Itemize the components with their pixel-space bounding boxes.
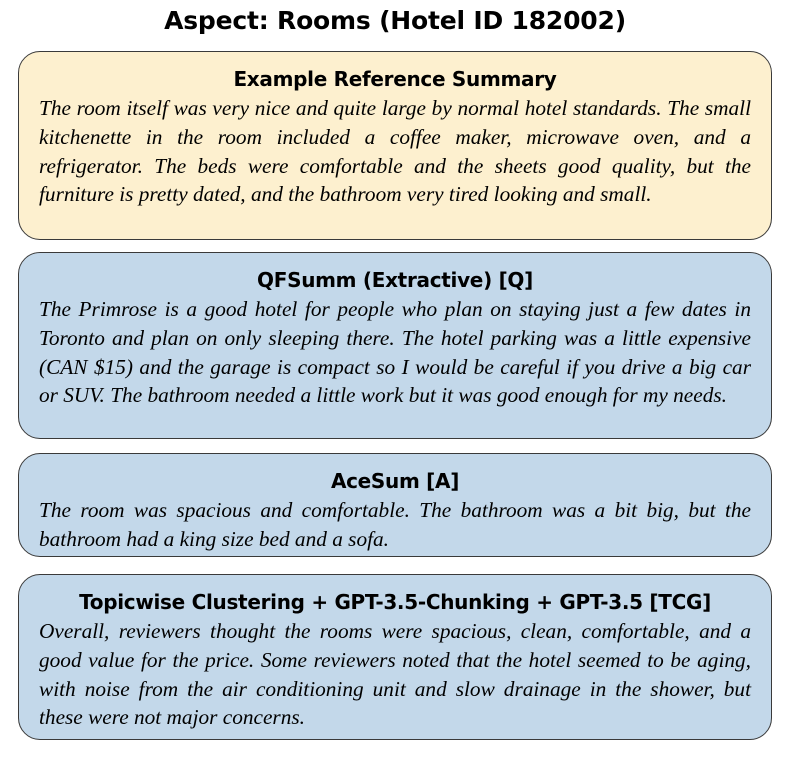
reference-summary-heading: Example Reference Summary [233,67,557,91]
page-title: Aspect: Rooms (Hotel ID 182002) [164,6,626,35]
tcg-summary-text: Overall, reviewers thought the rooms were spacious, clean, comfortable, and a good value for the price. Some reviewers noted that the hotel seemed to be aging, with noise from the air conditioning unit and slow drainage in the shower, but these were not major concerns. [39,619,751,730]
qfsumm-summary-box [18,252,772,439]
qfsumm-summary-heading: QFSumm (Extractive) [Q] [257,268,533,292]
acesum-summary-box [18,453,772,557]
acesum-summary-text: The room was spacious and comfortable. The bathroom was a bit big, but the bathroom had a king size bed and a sofa. [39,498,751,551]
qfsumm-summary-text: The Primrose is a good hotel for people who plan on staying just a few dates in Toronto and plan on only sleeping there. The hotel parking was a little expensive (CAN $15) and the garage is compact so I would be careful if you drive a big car or SUV. The bathroom needed a little work but it was good enough for my needs. [39,297,751,408]
tcg-summary-heading: Topicwise Clustering + GPT-3.5-Chunking + GPT-3.5 [TCG] [79,590,711,614]
reference-summary-box [18,51,772,240]
tcg-summary-box [18,574,772,740]
reference-summary-text: The room itself was very nice and quite large by normal hotel standards. The small kitchenette in the room included a coffee maker, microwave oven, and a refrigerator. The beds were comfortable and the sheets good quality, but the furniture is pretty dated, and the bathroom very tired looking and small. [39,96,751,207]
acesum-summary-heading: AceSum [A] [330,469,460,493]
